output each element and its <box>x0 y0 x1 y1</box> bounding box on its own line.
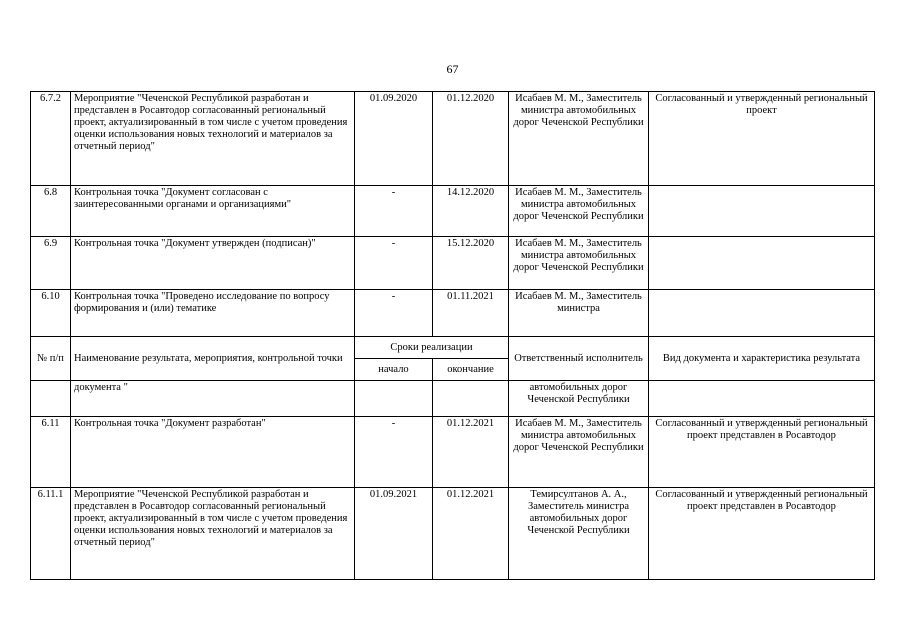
row-result <box>649 186 875 237</box>
row-start-date: - <box>355 186 433 237</box>
table-row <box>31 237 875 290</box>
row-executor: Темирсултанов А. А., Заместитель министра автомобильных дорог Чеченской Республики <box>509 488 649 580</box>
row-executor: Исабаев М. М., Заместитель министра <box>509 290 649 337</box>
row-number: 6.8 <box>31 186 71 237</box>
header-num: № п/п <box>31 337 71 381</box>
row-number: 6.7.2 <box>31 92 71 186</box>
row-end-date: 14.12.2020 <box>433 186 509 237</box>
row-start-date: - <box>355 417 433 488</box>
row-name: Контрольная точка "Документ согласован с заинтересованными органами и организациями" <box>71 186 355 237</box>
row-executor: автомобильных дорог Чеченской Республики <box>509 381 649 417</box>
row-start-date: - <box>355 237 433 290</box>
row-name: Мероприятие "Чеченской Республикой разработан и представлен в Росавтодор согласованный региональный проект, актуализированный в том числе с учетом проведения оценки использования новых технологий и материалов за отчетный период" <box>71 488 355 580</box>
table-row <box>31 417 875 488</box>
row-result <box>649 290 875 337</box>
table-row <box>31 381 875 417</box>
header-result: Вид документа и характеристика результата <box>649 337 875 381</box>
row-name: документа " <box>71 381 355 417</box>
row-result: Согласованный и утвержденный региональный проект <box>649 92 875 186</box>
row-name: Контрольная точка "Проведено исследование по вопросу формирования и (или) тематике <box>71 290 355 337</box>
row-executor: Исабаев М. М., Заместитель министра автомобильных дорог Чеченской Республики <box>509 92 649 186</box>
header-executor: Ответственный исполнитель <box>509 337 649 381</box>
row-executor: Исабаев М. М., Заместитель министра автомобильных дорог Чеченской Республики <box>509 186 649 237</box>
row-start-date: 01.09.2020 <box>355 92 433 186</box>
row-number: 6.11.1 <box>31 488 71 580</box>
row-result: Согласованный и утвержденный региональный проект представлен в Росавтодор <box>649 417 875 488</box>
header-dates: Сроки реализации <box>355 337 509 359</box>
row-end-date: 01.12.2020 <box>433 92 509 186</box>
row-executor: Исабаев М. М., Заместитель министра автомобильных дорог Чеченской Республики <box>509 237 649 290</box>
row-name: Мероприятие "Чеченской Республикой разработан и представлен в Росавтодор согласованный региональный проект, актуализированный в том числе с учетом проведения оценки использования новых технологий и материалов за отчетный период" <box>71 92 355 186</box>
row-executor: Исабаев М. М., Заместитель министра автомобильных дорог Чеченской Республики <box>509 417 649 488</box>
table-row <box>31 290 875 337</box>
row-name: Контрольная точка "Документ разработан" <box>71 417 355 488</box>
header-name: Наименование результата, мероприятия, контрольной точки <box>71 337 355 381</box>
row-result <box>649 237 875 290</box>
page-number: 67 <box>446 62 459 76</box>
row-end-date: 15.12.2020 <box>433 237 509 290</box>
row-number: 6.11 <box>31 417 71 488</box>
header-start: начало <box>355 359 433 381</box>
row-number: 6.9 <box>31 237 71 290</box>
row-start-date: - <box>355 290 433 337</box>
row-end-date: 01.12.2021 <box>433 417 509 488</box>
header-row <box>31 337 875 359</box>
table-row <box>31 488 875 580</box>
row-result: Согласованный и утвержденный региональный проект представлен в Росавтодор <box>649 488 875 580</box>
row-number <box>31 381 71 417</box>
row-start-date: 01.09.2021 <box>355 488 433 580</box>
row-name: Контрольная точка "Документ утвержден (подписан)" <box>71 237 355 290</box>
row-number: 6.10 <box>31 290 71 337</box>
row-result <box>649 381 875 417</box>
table-row <box>31 92 875 186</box>
header-end: окончание <box>433 359 509 381</box>
activities-table <box>30 91 875 580</box>
table-row <box>31 186 875 237</box>
row-end-date <box>433 381 509 417</box>
row-end-date: 01.12.2021 <box>433 488 509 580</box>
row-end-date: 01.11.2021 <box>433 290 509 337</box>
row-start-date <box>355 381 433 417</box>
